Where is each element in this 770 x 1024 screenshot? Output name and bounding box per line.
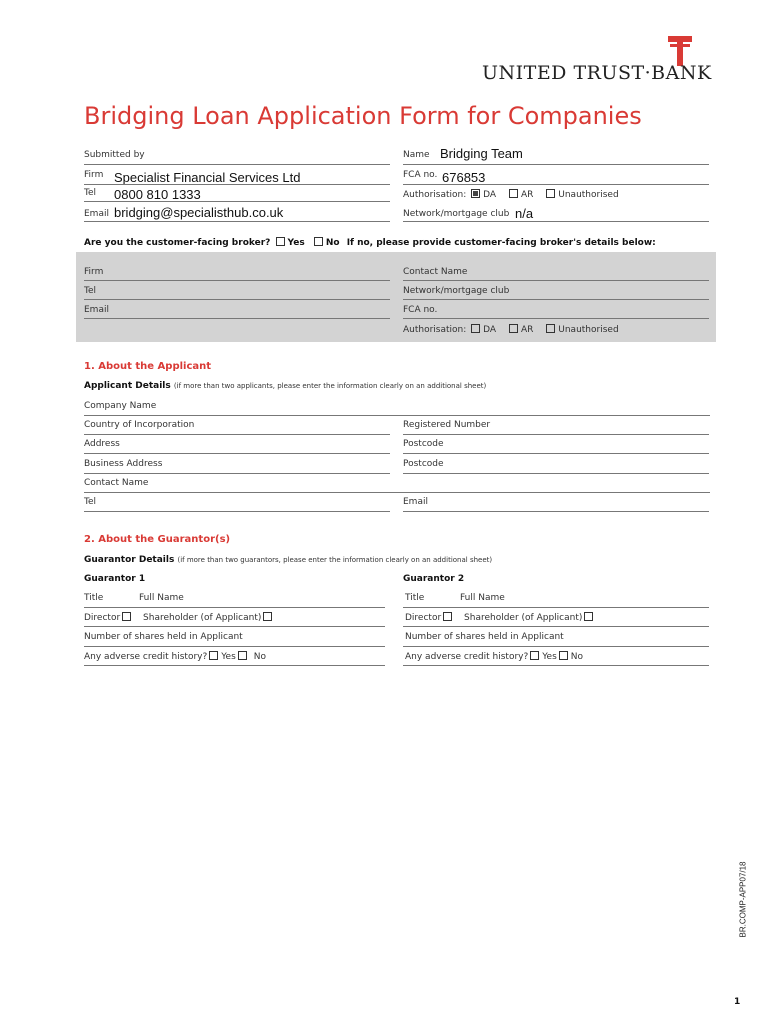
broker-yes-checkbox[interactable] <box>276 237 285 246</box>
tel-field[interactable]: 0800 810 1333 <box>114 187 201 202</box>
registered-number-label: Registered Number <box>403 420 491 430</box>
tel-label: Tel <box>84 188 97 198</box>
applicant-email-label: Email <box>403 497 428 507</box>
guarantor-2-heading: Guarantor 2 <box>403 574 465 584</box>
guarantor-details-heading: Guarantor Details (if more than two guarantors, please enter the information clearly on an additional sheet) <box>84 555 493 565</box>
form-code: BR.COMP-APP07/18 <box>738 861 748 938</box>
broker-unauthorised-checkbox[interactable] <box>546 324 555 333</box>
broker-ar-checkbox[interactable] <box>509 324 518 333</box>
page-number: 1 <box>734 997 741 1007</box>
unauthorised-checkbox[interactable] <box>546 189 555 198</box>
broker-authorisation-row: Authorisation: DA AR Unauthorised <box>403 325 619 335</box>
email-field[interactable]: bridging@specialisthub.co.uk <box>114 205 284 220</box>
g2-adverse-yes-checkbox[interactable] <box>530 651 539 660</box>
address-label: Address <box>84 439 120 449</box>
business-postcode-label: Postcode <box>403 459 444 469</box>
g2-title-label: Title <box>405 593 425 603</box>
firm-field[interactable]: Specialist Financial Services Ltd <box>114 170 301 185</box>
ar-checkbox[interactable] <box>509 189 518 198</box>
g2-fullname-label: Full Name <box>460 593 505 603</box>
email-label: Email <box>84 209 109 219</box>
contact-name-label: Contact Name <box>84 478 149 488</box>
da-checkbox[interactable] <box>471 189 480 198</box>
broker-fca-label: FCA no. <box>403 305 438 315</box>
business-address-label: Business Address <box>84 459 163 469</box>
authorisation-label: Authorisation: <box>403 190 467 200</box>
broker-contact-label: Contact Name <box>403 267 468 277</box>
fca-label: FCA no. <box>403 170 438 180</box>
authorisation-row <box>403 189 619 200</box>
broker-firm-label: Firm <box>84 267 104 277</box>
g1-role-row: Director Shareholder (of Applicant) <box>84 612 275 623</box>
g2-shares-label: Number of shares held in Applicant <box>405 632 564 642</box>
da-label: DA <box>483 190 497 200</box>
applicant-tel-label: Tel <box>84 497 97 507</box>
page-title: Bridging Loan Application Form for Companies <box>84 102 642 130</box>
ar-label: AR <box>520 190 534 200</box>
fca-field[interactable]: 676853 <box>442 170 486 185</box>
g1-director-checkbox[interactable] <box>122 612 131 621</box>
guarantor-1-heading: Guarantor 1 <box>84 574 146 584</box>
g2-adverse-no-checkbox[interactable] <box>559 651 568 660</box>
unauthorised-label: Unauthorised <box>558 190 619 200</box>
broker-no-checkbox[interactable] <box>314 237 323 246</box>
g1-adverse-row: Any adverse credit history? Yes No <box>84 652 267 662</box>
firm-label: Firm <box>84 170 104 180</box>
section-applicant-heading: 1. About the Applicant <box>84 361 212 372</box>
broker-email-label: Email <box>84 305 109 315</box>
g2-adverse-row: Any adverse credit history? Yes No <box>405 652 584 662</box>
broker-question: Are you the customer-facing broker? Yes No If no, please provide customer-facing broker's details below: <box>84 238 656 248</box>
country-label: Country of Incorporation <box>84 420 195 430</box>
brand-logo <box>482 34 714 86</box>
applicant-details-heading: Applicant Details (if more than two applicants, please enter the information clearly on an additional sheet) <box>84 381 487 391</box>
submitted-by-heading: Submitted by <box>84 150 145 160</box>
g1-shareholder-checkbox[interactable] <box>263 612 272 621</box>
brand-name: UNITED TRUST·BANK <box>482 62 712 84</box>
section-guarantors-heading: 2. About the Guarantor(s) <box>84 534 231 545</box>
broker-network-label: Network/mortgage club <box>403 286 510 296</box>
broker-details-box <box>76 252 716 342</box>
g1-fullname-label: Full Name <box>139 593 184 603</box>
network-label: Network/mortgage club <box>403 209 510 219</box>
g1-title-label: Title <box>84 593 104 603</box>
g1-adverse-yes-checkbox[interactable] <box>209 651 218 660</box>
broker-tel-label: Tel <box>84 286 97 296</box>
g1-adverse-no-checkbox[interactable] <box>238 651 247 660</box>
name-label: Name <box>403 150 430 160</box>
g2-role-row: Director Shareholder (of Applicant) <box>405 612 596 623</box>
g2-shareholder-checkbox[interactable] <box>584 612 593 621</box>
broker-da-checkbox[interactable] <box>471 324 480 333</box>
network-field[interactable]: n/a <box>515 206 534 221</box>
g2-director-checkbox[interactable] <box>443 612 452 621</box>
name-field[interactable]: Bridging Team <box>440 146 523 161</box>
postcode-label: Postcode <box>403 439 444 449</box>
g1-shares-label: Number of shares held in Applicant <box>84 632 243 642</box>
company-name-label: Company Name <box>84 401 157 411</box>
